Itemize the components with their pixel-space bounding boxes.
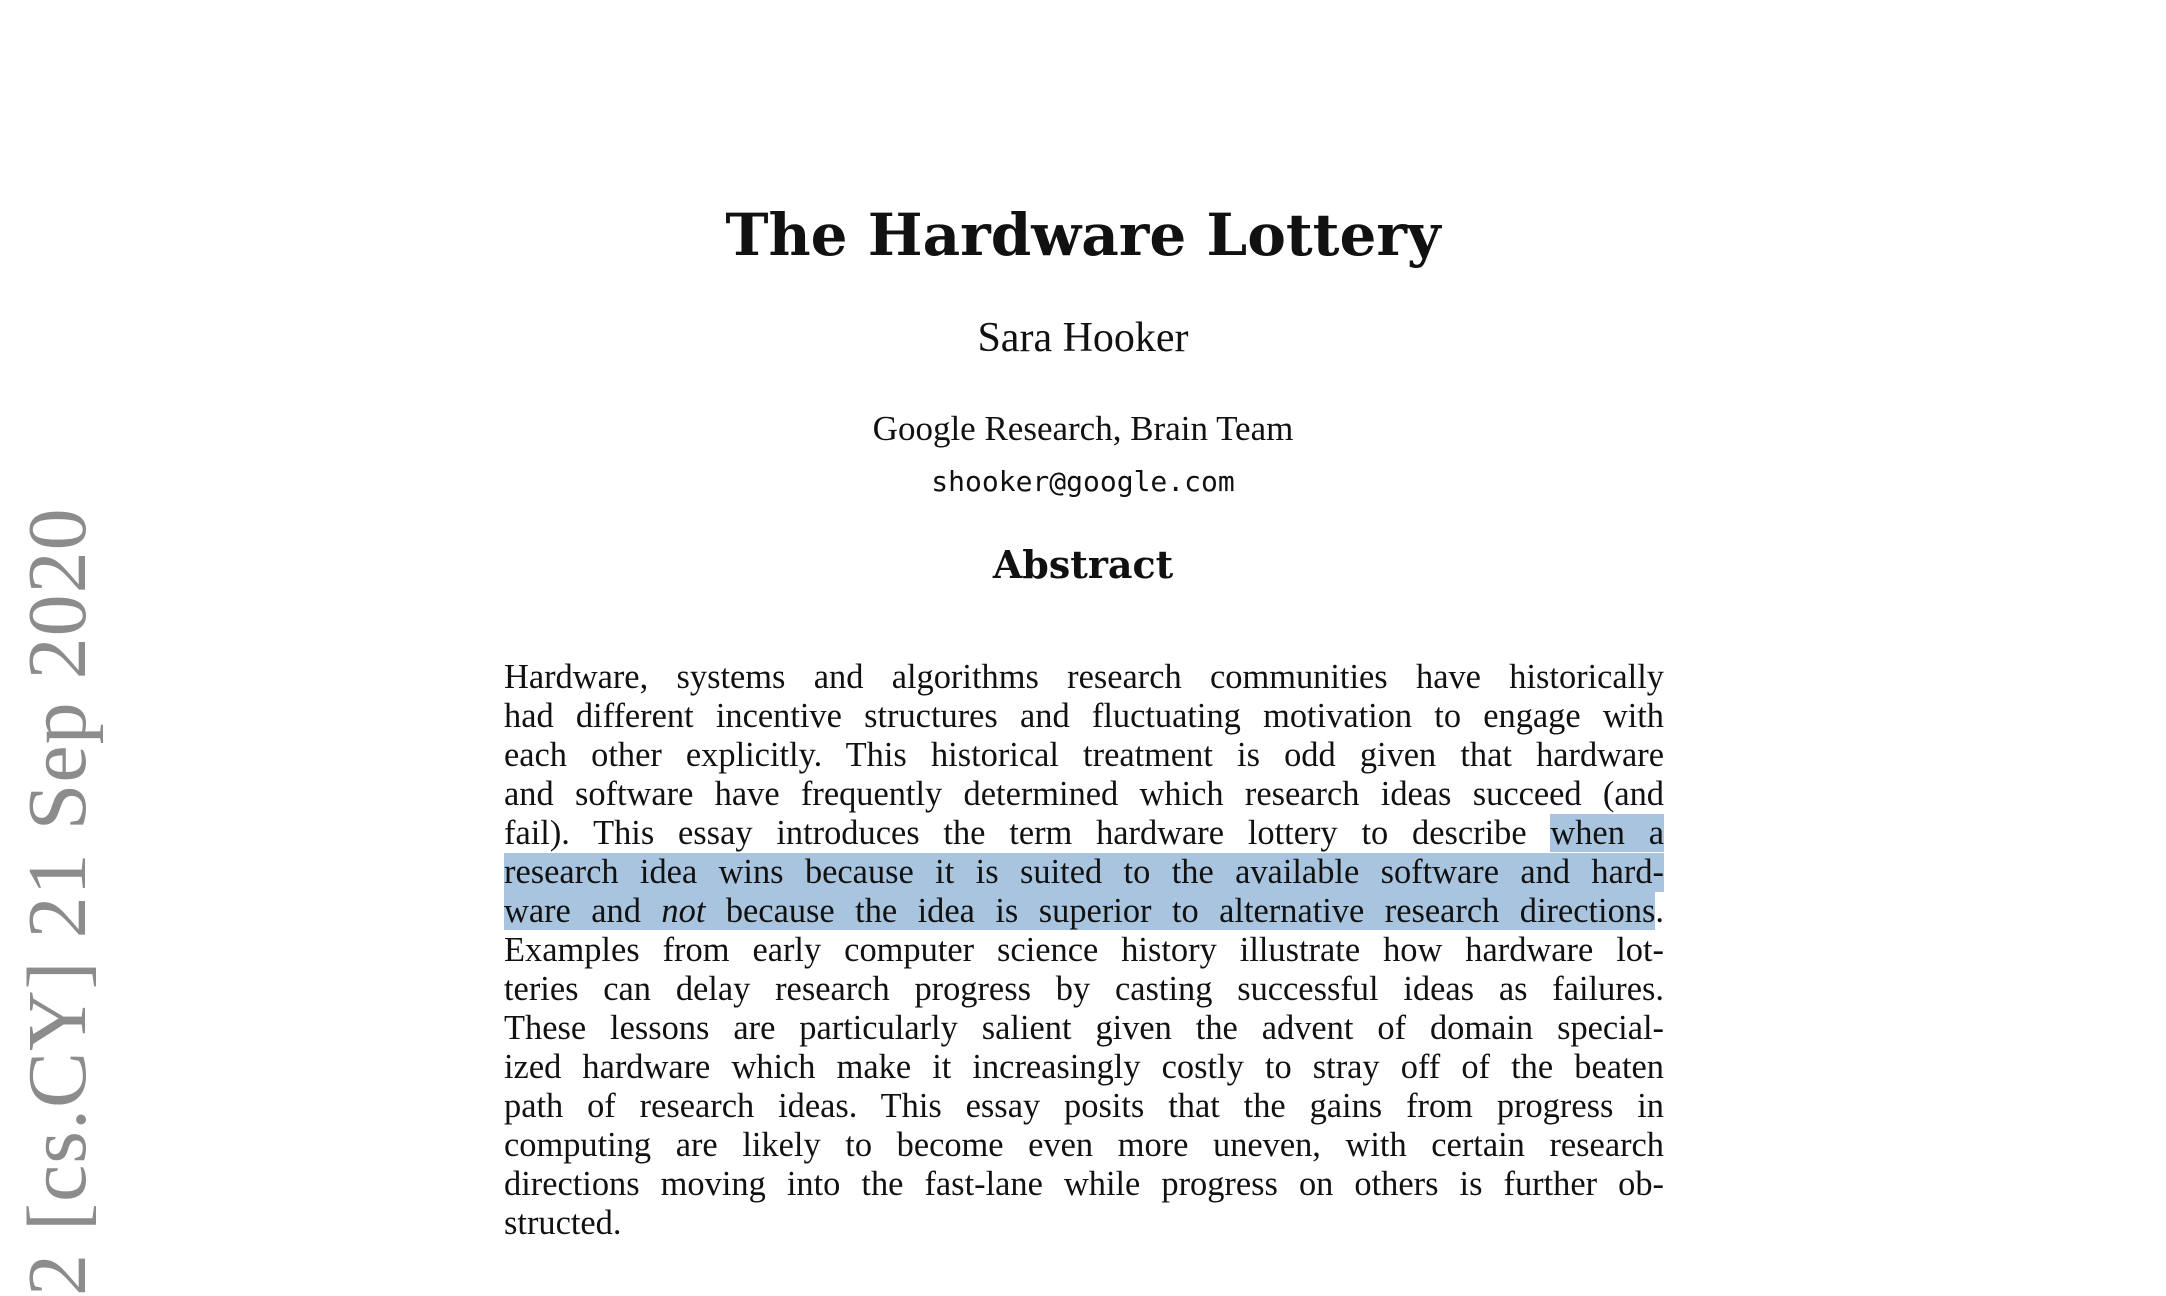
author-affiliation[interactable]: Google Research, Brain Team — [872, 409, 1294, 448]
abstract-line[interactable]: Hardware, systems and algorithms research communities have historically — [504, 658, 1664, 696]
selected-text-highlight[interactable]: research idea wins because it is suited to the available software and hard- — [504, 853, 1664, 891]
emphasized-text[interactable]: not — [661, 892, 706, 930]
paper-title[interactable]: The Hardware Lottery — [725, 201, 1441, 269]
abstract-line[interactable]: each other explicitly. This historical treatment is odd given that hardware — [504, 736, 1664, 774]
abstract-line[interactable]: and software have frequently determined which research ideas succeed (and — [504, 775, 1664, 813]
abstract-line[interactable]: directions moving into the fast-lane while progress on others is further ob- — [504, 1165, 1664, 1203]
abstract-line[interactable] — [504, 892, 1664, 931]
abstract-line[interactable]: computing are likely to become even more uneven, with certain research — [504, 1126, 1664, 1164]
abstract-text-segment[interactable]: . — [1655, 892, 1664, 930]
abstract-text[interactable] — [504, 658, 1664, 1243]
abstract-line[interactable]: Examples from early computer science history illustrate how hardware lot- — [504, 931, 1664, 969]
author-name[interactable]: Sara Hooker — [977, 315, 1189, 361]
abstract-line[interactable]: teries can delay research progress by casting successful ideas as failures. — [504, 970, 1664, 1008]
abstract-text-segment[interactable]: because the idea is superior to alternative research directions — [705, 892, 1656, 930]
abstract-line[interactable]: path of research ideas. This essay posits that the gains from progress in — [504, 1087, 1664, 1125]
arxiv-margin-stamp: 2 [cs.CY] 21 Sep 2020 — [11, 507, 104, 1296]
selected-text-highlight[interactable]: when a — [1550, 814, 1664, 852]
abstract-text-segment[interactable]: ware and — [504, 892, 662, 930]
author-email[interactable]: shooker@google.com — [931, 465, 1235, 498]
abstract-line[interactable] — [504, 853, 1664, 892]
abstract-heading[interactable]: Abstract — [992, 542, 1174, 587]
abstract-line[interactable] — [504, 814, 1664, 853]
selected-text-highlight[interactable] — [504, 892, 1655, 930]
abstract-line[interactable]: ized hardware which make it increasingly costly to stray off of the beaten — [504, 1048, 1664, 1086]
abstract-line[interactable]: structed. — [504, 1204, 622, 1242]
abstract-line[interactable]: These lessons are particularly salient given the advent of domain special- — [504, 1009, 1664, 1047]
abstract-text-segment[interactable]: fail). This essay introduces the term hardware lottery to describe — [504, 814, 1551, 852]
abstract-line[interactable]: had different incentive structures and fluctuating motivation to engage with — [504, 697, 1664, 735]
